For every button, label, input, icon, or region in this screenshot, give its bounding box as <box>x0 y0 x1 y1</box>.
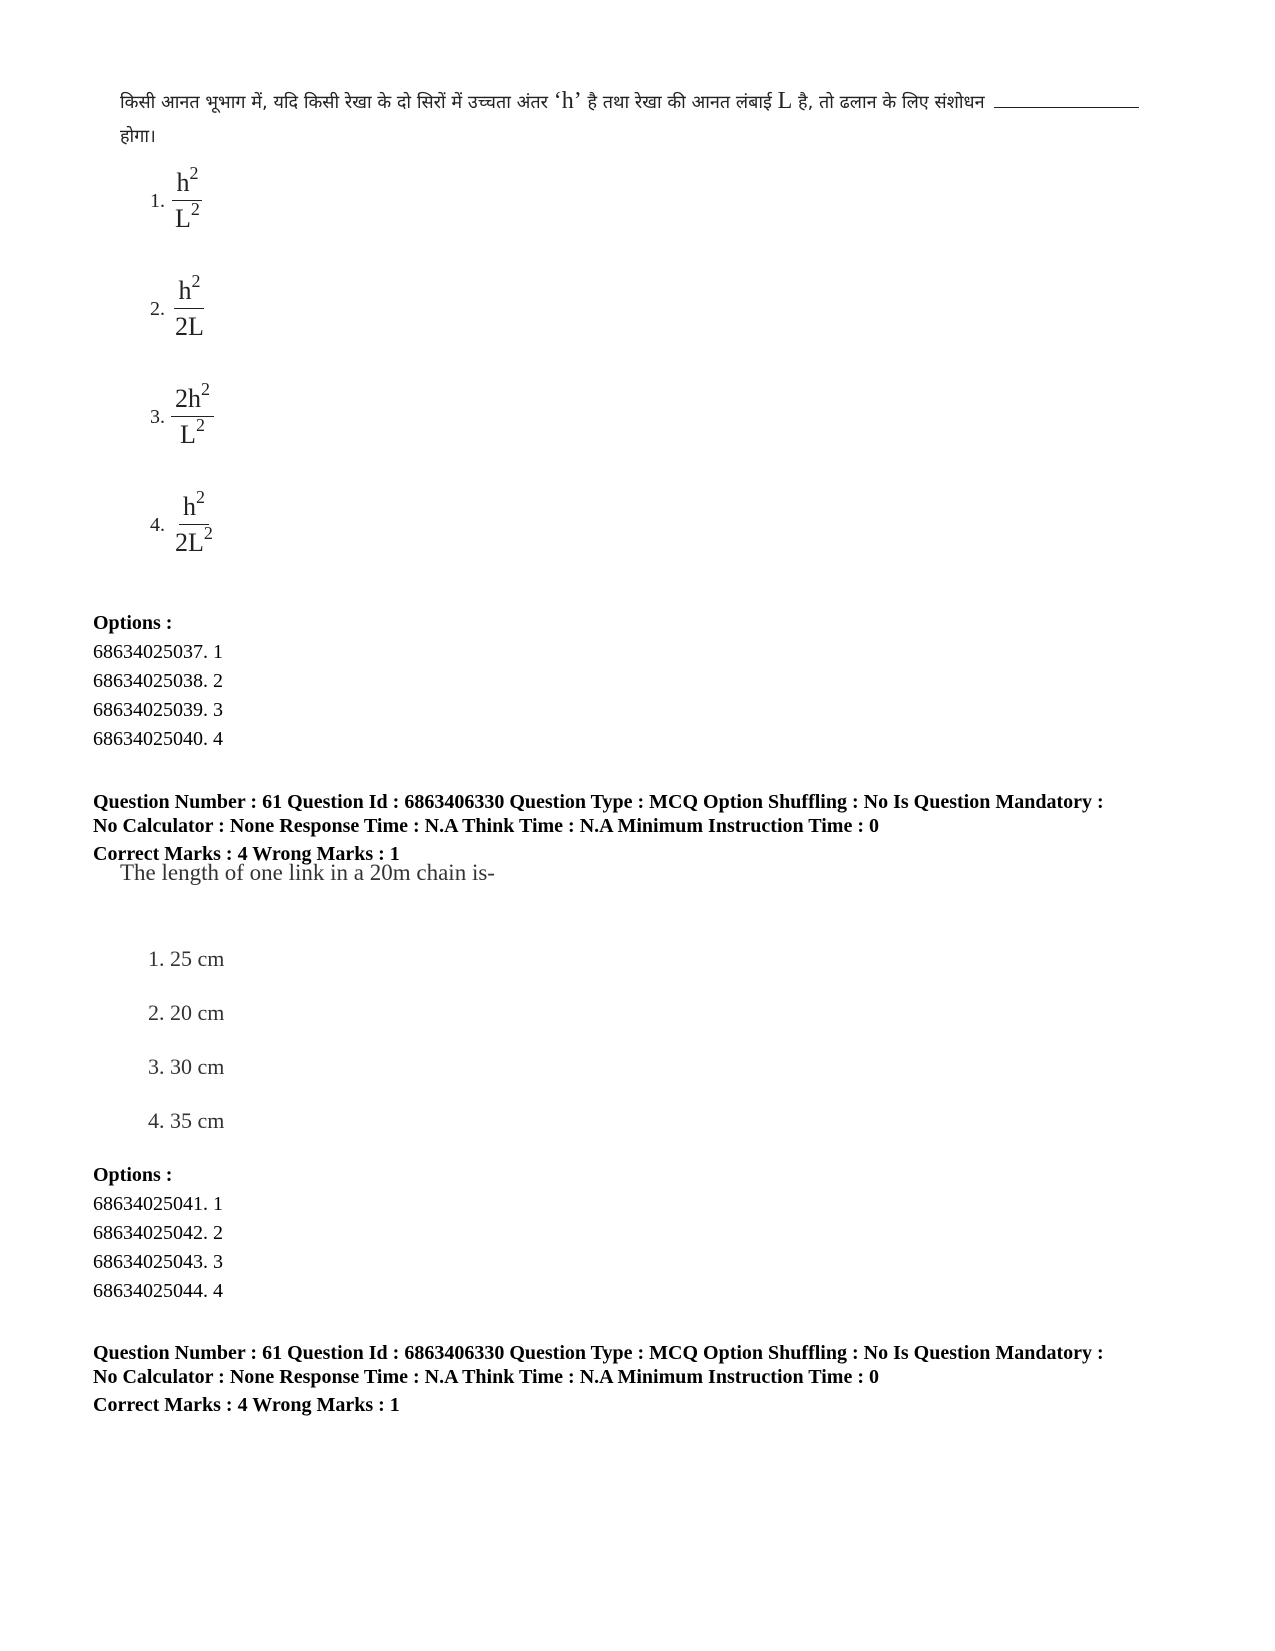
l-symbol: L <box>777 88 793 114</box>
math-choice-3: 3. $\frac{2h^2}{L^2}$ <box>150 384 214 450</box>
math-choice-1: 1. $\frac{h^2}{L^2}$ <box>150 168 204 234</box>
options-title: Options : <box>93 612 173 634</box>
option-line: 68634025043. 3 <box>93 1251 223 1273</box>
option-line: 68634025038. 2 <box>93 670 223 692</box>
choice-4: 4. 35 cm <box>148 1108 225 1133</box>
question-english-text: The length of one link in a 20m chain is- <box>120 860 495 885</box>
question-text-part4: होगा। <box>120 126 156 147</box>
option-line: 68634025037. 1 <box>93 641 223 663</box>
options-title: Options : <box>93 1164 173 1186</box>
meta-line-3: Correct Marks : 4 Wrong Marks : 1 <box>93 843 400 865</box>
meta-line-2: No Calculator : None Response Time : N.A Think Time : N.A Minimum Instruction Time : 0 <box>93 1366 879 1388</box>
meta-line-1: Question Number : 61 Question Id : 6863406330 Question Type : MCQ Option Shuffling : No Is Question Mandatory : <box>93 1342 1104 1364</box>
question-text-part2: है तथा रेखा की आनत लंबाई <box>587 92 772 113</box>
meta-line-2: No Calculator : None Response Time : N.A Think Time : N.A Minimum Instruction Time : 0 <box>93 815 879 837</box>
question-hindi-text <box>120 84 1170 154</box>
option-line: 68634025042. 2 <box>93 1222 223 1244</box>
choice-2: 2. 20 cm <box>148 1000 225 1025</box>
meta-line-1: Question Number : 61 Question Id : 6863406330 Question Type : MCQ Option Shuffling : No Is Question Mandatory : <box>93 791 1104 813</box>
option-line: 68634025040. 4 <box>93 728 223 750</box>
question-metadata <box>93 790 1193 866</box>
option-line: 68634025044. 4 <box>93 1280 223 1302</box>
question-text-part1: किसी आनत भूभाग में, यदि किसी रेखा के दो सिरों में उच्चता अंतर <box>120 92 548 113</box>
question-text-part3: है, तो ढलान के लिए संशोधन <box>798 92 985 113</box>
option-line: 68634025039. 3 <box>93 699 223 721</box>
fraction: $\frac{h^2}{2L}$ <box>175 271 204 341</box>
choice-3: 3. 30 cm <box>148 1054 225 1079</box>
math-choice-2: 2. $\frac{h^2}{2L}$ <box>150 276 208 342</box>
meta-line-3: Correct Marks : 4 Wrong Marks : 1 <box>93 1394 400 1416</box>
fraction: $\frac{h^2}{L^2}$ <box>171 168 204 234</box>
math-choice-4: 4. $\frac{h^2}{2L^2}$ <box>150 492 217 558</box>
fraction: $\frac{h^2}{2L^2}$ <box>175 487 213 557</box>
option-line: 68634025041. 1 <box>93 1193 223 1215</box>
question-metadata <box>93 1341 1193 1417</box>
fraction: $\frac{2h^2}{L^2}$ <box>171 384 214 450</box>
answer-blank <box>994 87 1139 108</box>
choice-1: 1. 25 cm <box>148 946 225 971</box>
h-symbol: ‘h’ <box>553 88 582 114</box>
